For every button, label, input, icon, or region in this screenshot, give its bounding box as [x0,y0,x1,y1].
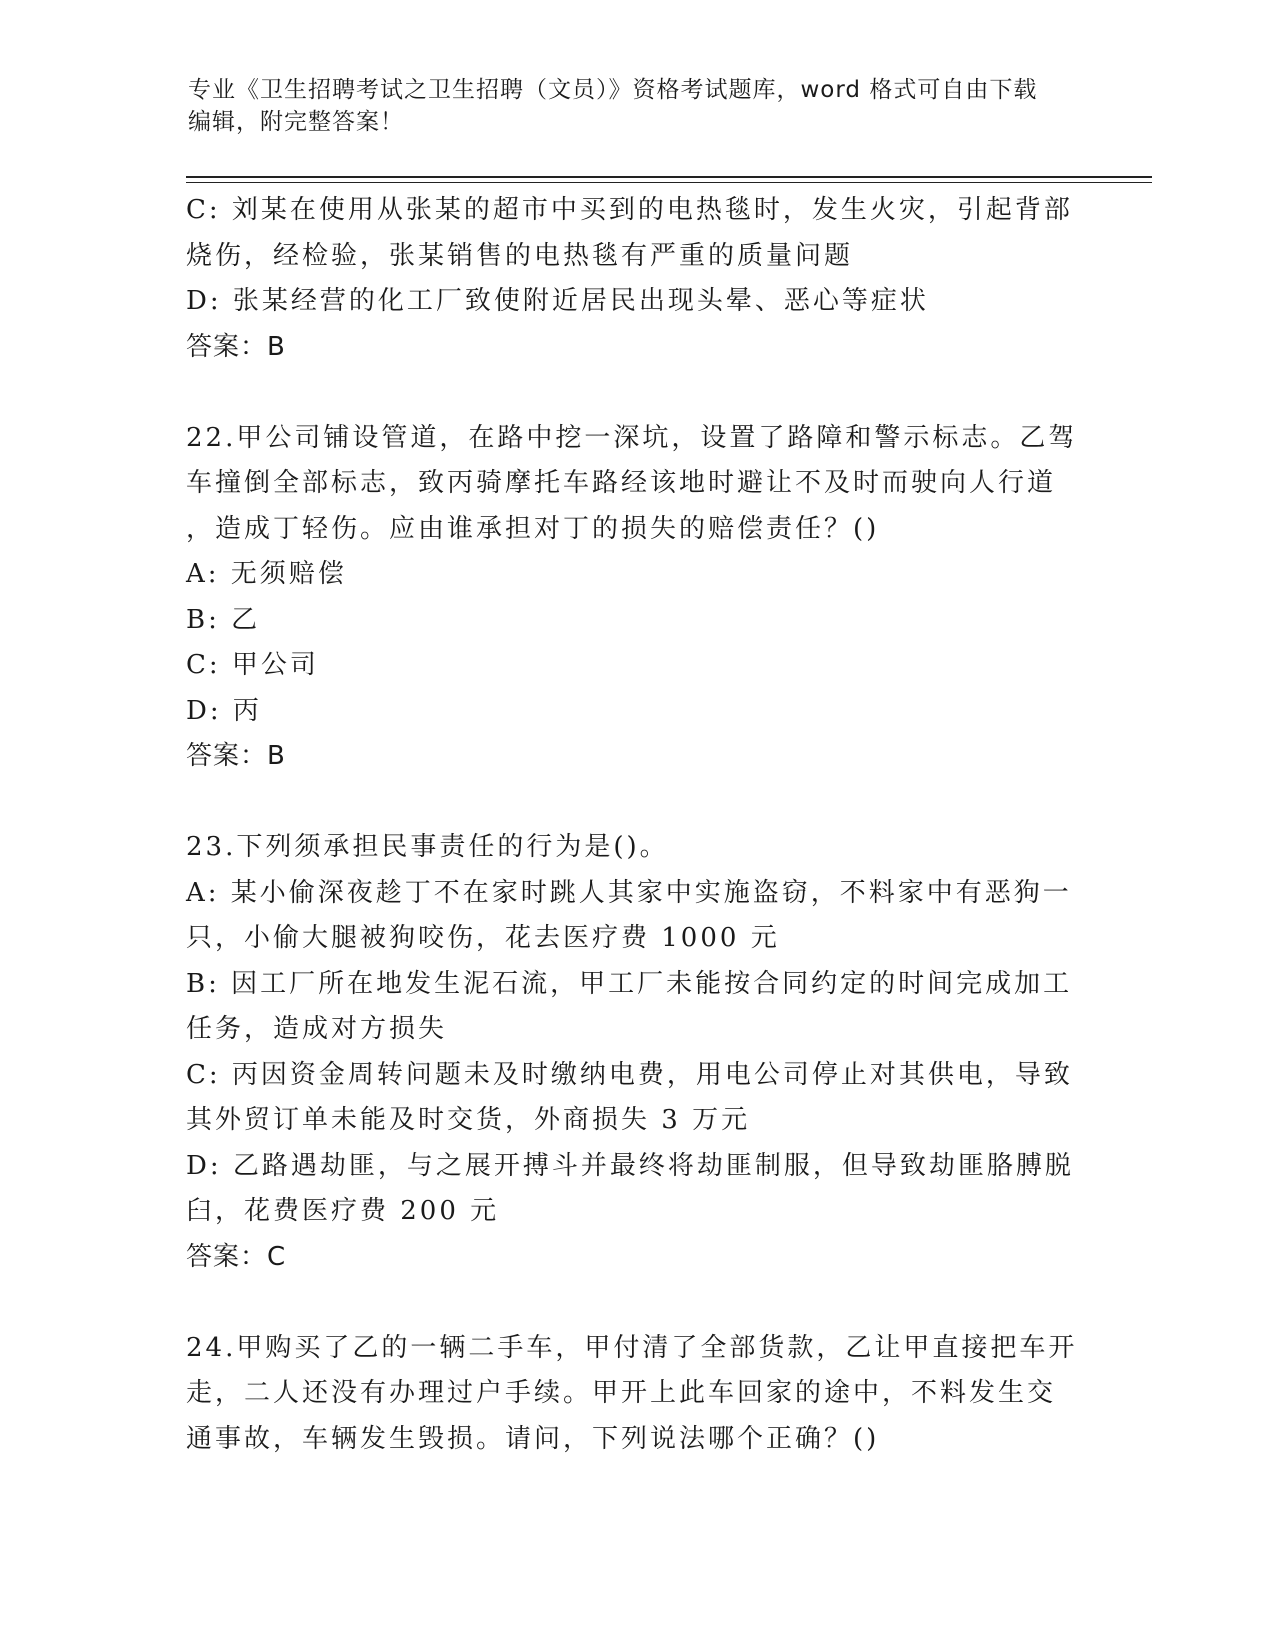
answer: 答案：B [186,741,286,771]
header-rule-thin [186,182,1152,183]
option-c: C: 甲公司 [186,650,319,680]
question-stem-line-3: ，造成丁轻伤。应由谁承担对丁的损失的赔偿责任？() [186,513,880,544]
option-a-line-2: 只，小偷大腿被狗咬伤，花去医疗费 1000 元 [186,923,780,953]
option-c-line-1: C: 刘某在使用从张某的超市中买到的电热毯时，发生火灾，引起背部 [186,195,1073,225]
option-d-line-1: D: 乙路遇劫匪，与之展开搏斗并最终将劫匪制服，但导致劫匪胳膊脱 [186,1150,1074,1181]
question-22 [186,416,1086,780]
answer: 答案：C [186,1241,287,1272]
option-d: D: 张某经营的化工厂致使附近居民出现头晕、恶心等症状 [186,286,929,316]
answer: 答案：B [186,331,286,362]
question-stem-line-3: 通事故，车辆发生毁损。请问，下列说法哪个正确？() [186,1423,880,1454]
question-stem: 23.下列须承担民事责任的行为是()。 [186,832,669,862]
option-c-line-2: 其外贸订单未能及时交货，外商损失 3 万元 [186,1105,751,1135]
option-b: B: 乙 [186,604,261,635]
option-a-line-1: A: 某小偷深夜趁丁不在家时跳人其家中实施盗窃，不料家中有恶狗一 [186,877,1072,908]
spacer [186,780,1086,826]
question-stem-line-1: 22.甲公司铺设管道，在路中挖一深坑，设置了路障和警示标志。乙驾 [186,422,1078,453]
question-21 [186,188,1086,370]
spacer [186,370,1086,416]
option-d-line-2: 臼，花费医疗费 200 元 [186,1196,500,1226]
option-c-line-1: C: 丙因资金周转问题未及时缴纳电费，用电公司停止对其供电，导致 [186,1059,1073,1090]
header-line-1: 专业《卫生招聘考试之卫生招聘（文员）》资格考试题库，word 格式可自由下载 [188,77,1038,103]
option-b-line-2: 任务，造成对方损失 [186,1014,448,1044]
question-stem-line-2: 走，二人还没有办理过户手续。甲开上此车回家的途中，不料发生交 [186,1378,1057,1408]
question-stem-line-1: 24.甲购买了乙的一辆二手车，甲付清了全部货款，乙让甲直接把车开 [186,1332,1078,1363]
option-a: A: 无须赔偿 [186,559,347,589]
spacer [186,1280,1086,1326]
header-line-2: 编辑，附完整答案！ [188,109,404,135]
question-23 [186,825,1086,1280]
document-header [188,74,1088,138]
question-list [186,188,1086,1462]
question-stem-line-2: 车撞倒全部标志，致丙骑摩托车路经该地时避让不及时而驶向人行道 [186,468,1057,498]
option-c-line-2: 烧伤，经检验，张某销售的电热毯有严重的质量问题 [186,240,854,271]
header-rule-thick [186,176,1152,178]
option-d: D: 丙 [186,695,262,726]
question-24 [186,1326,1086,1463]
option-b-line-1: B: 因工厂所在地发生泥石流，甲工厂未能按合同约定的时间完成加工 [186,968,1073,999]
